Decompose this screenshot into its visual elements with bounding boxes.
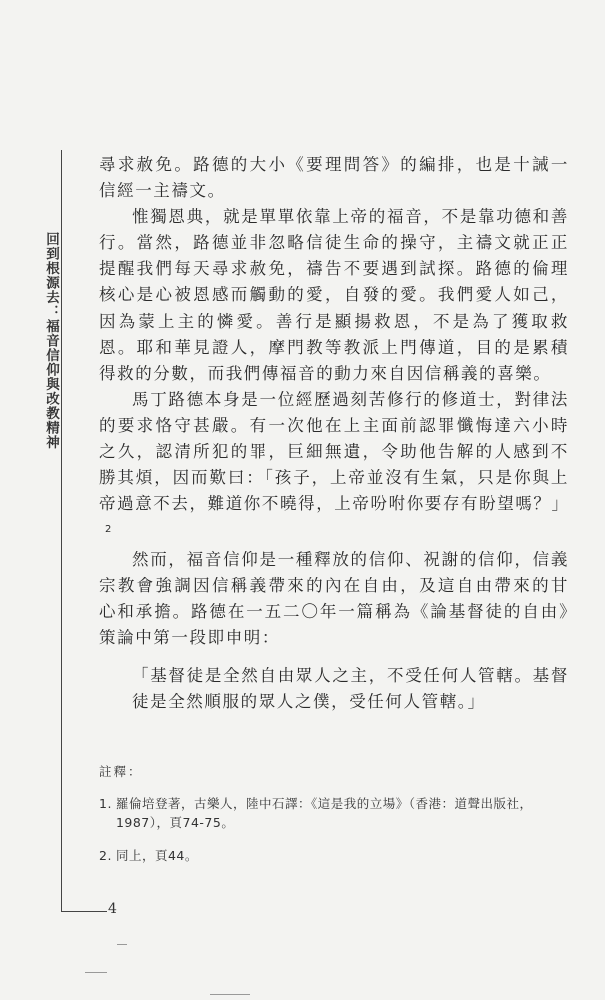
- margin-rule-foot: [61, 911, 107, 912]
- paragraph-1: 尋求赦免。路德的大小《要理問答》的編排，也是十誡一信經一主禱文。: [99, 155, 569, 201]
- page-number: 4: [108, 901, 117, 917]
- footnotes: [99, 762, 569, 879]
- paragraph-2: 惟獨恩典，就是單單依靠上帝的福音，不是靠功德和善行。當然，路德並非忽略信徒生命的操守，主禱文就正正提醒我們每天尋求赦免，禱告不要遇到試探。路德的倫理核心是心被恩感而觸動的愛，自發的愛。我們愛人如己，因為蒙上主的憐愛。善行是顯揚救恩，不是為了獲取救恩。耶和華見證人，摩門教等教派上門傳道，目的是累積得救的分數，而我們傳福音的動力來自因信稱義的喜樂。: [99, 207, 569, 383]
- paragraph-4: 然而，福音信仰是一種釋放的信仰、祝謝的信仰，信義宗教會強調因信稱義帶來的內在自由，及這自由帶來的甘心和承擔。路德在一五二〇年一篇稱為《論基督徒的自由》策論中第一段即申明：: [99, 549, 569, 648]
- running-header: 回到根源去：福音信仰與改教精神: [43, 232, 59, 450]
- margin-rule: [61, 150, 62, 912]
- scan-mark: [85, 972, 107, 973]
- scan-mark: [210, 994, 250, 995]
- note-text: 同上，頁44。: [115, 848, 198, 863]
- main-text: [99, 152, 569, 715]
- note-item: [99, 846, 569, 865]
- block-quote: 「基督徒是全然自由眾人之主，不受任何人管轄。基督徒是全然順服的眾人之僕，受任何人管轄。」: [132, 666, 569, 712]
- paragraph-3-text: 馬丁路德本身是一位經歷過刻苦修行的修道士，對律法的要求恪守甚嚴。有一次他在上主面前認罪懺悔達六小時之久，認清所犯的罪，巨細無遺，令助他告解的人感到不勝其煩，因而歎曰：「孩子，上帝並沒有生氣，只是你與上帝過意不去，難道你不曉得，上帝吩咐你要存有盼望嗎？」: [99, 389, 570, 514]
- note-number: 2.: [99, 848, 112, 863]
- note-number: 1.: [99, 796, 112, 811]
- paragraph-3: [99, 387, 569, 547]
- notes-title: 註釋：: [99, 764, 143, 779]
- note-item: [99, 794, 569, 832]
- note-text: 羅倫培登著，古樂人，陸中石譯：《這是我的立場》（香港：道聲出版社，1987），頁74-75。: [115, 796, 533, 830]
- scan-mark: [117, 944, 127, 945]
- footnote-ref[interactable]: 2: [105, 524, 113, 536]
